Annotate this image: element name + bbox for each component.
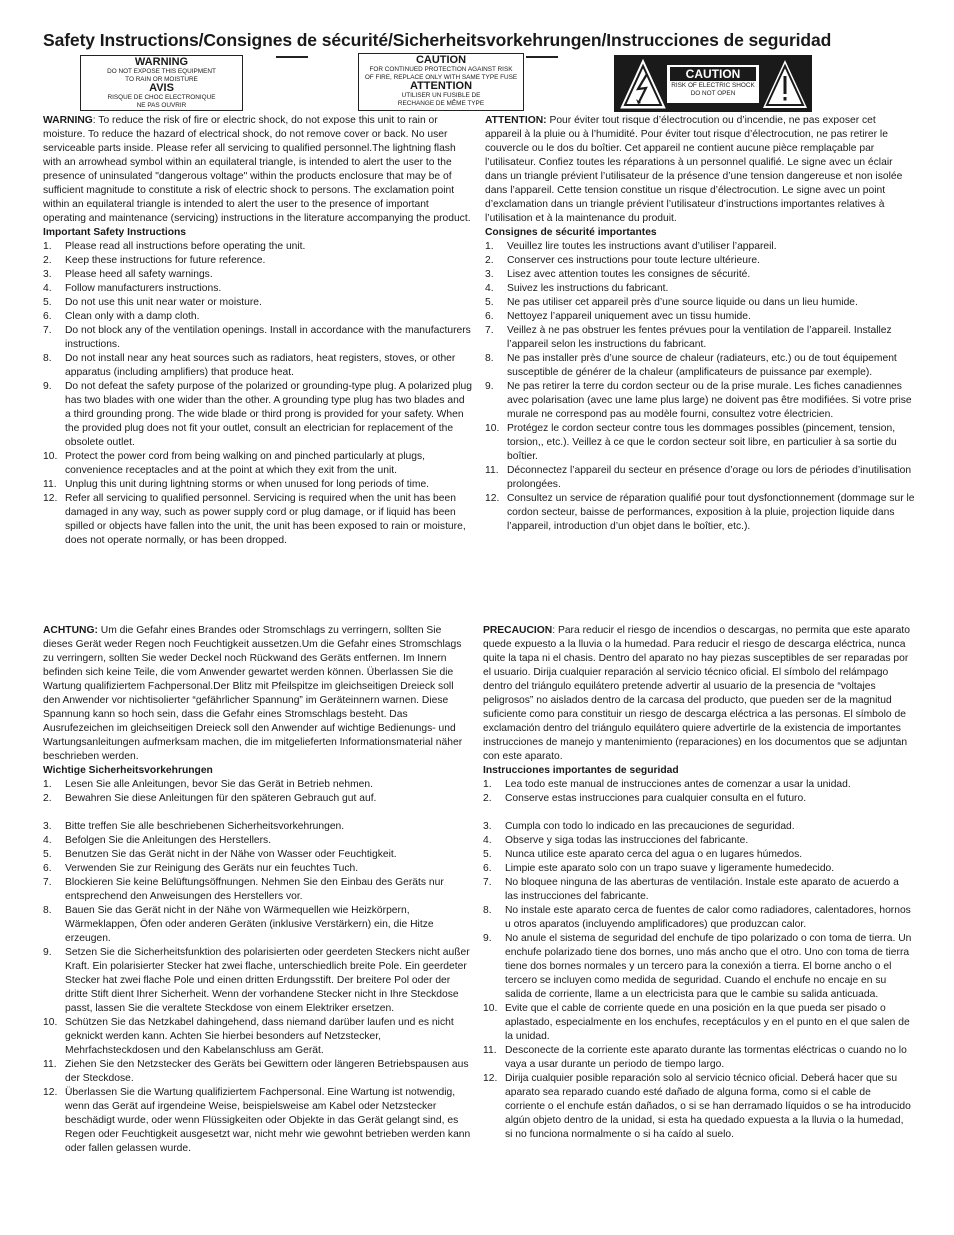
list-item: 12. Refer all servicing to qualified personnel. Servicing is required when the unit has been damaged in any way, such as power supply cord or plug damage, or if liquid has been spilled or objects have fallen into the unit, the unit has been exposed to rain or moisture, does not operate normally, or has been dropped.: [43, 493, 466, 546]
list-item: 10. Protect the power cord from being walking on and pinched particularly at plugs, convenience receptacles and at the point at which they exit from the unit.: [43, 451, 426, 476]
list-item: 5. Do not use this unit near water or moisture.: [43, 297, 262, 308]
german-heading: Wichtige Sicherheitsvorkehrungen: [43, 765, 213, 776]
list-spacer: [483, 806, 913, 820]
list-item: 8. Ne pas installer près d’une source de chaleur (radiateurs, etc.) ou de tout équipement susceptible de générer de la chaleur (amplificateurs de puissance par exemple).: [485, 353, 897, 378]
list-item: 2. Keep these instructions for future reference.: [43, 255, 266, 266]
spanish-heading: Instrucciones importantes de seguridad: [483, 765, 679, 776]
list-item: 9. Setzen Sie die Sicherheitsfunktion des polarisierten oder geerdeten Steckers nicht außer Kraft. Ein polarisierter Stecker hat zwei flache, unterschiedlich breite Pole. Ein geerdeter Stecker hat zwei flache Pole und einen dritten Erdungsstift. Der breitere Pol oder der dritte Stift dient Ihrer Sicherheit. Wenn der vorhandene Stecker nicht in Ihre Steckdose passt, lassen Sie die veraltete Steckdose von einem Elektriker ersetzen.: [43, 947, 470, 1014]
lightning-triangle-icon: [618, 57, 668, 111]
list-item: 7. Do not block any of the ventilation openings. Install in accordance with the manufacturers instructions.: [43, 325, 471, 350]
list-item: 2. Conserver ces instructions pour toute lecture ultérieure.: [485, 255, 760, 266]
shock-caution-heading: CAUTION: [670, 67, 756, 81]
shock-caution-panel: [667, 65, 759, 103]
german-section: [43, 624, 473, 1156]
list-item: 7. Veillez à ne pas obstruer les fentes prévues pour la ventilation de l’appareil. Installez l’appareil selon les instructions du fabricant.: [485, 325, 892, 350]
shock-caution-label: [614, 55, 812, 112]
list-item: 8. Bauen Sie das Gerät nicht in der Nähe von Wärmequellen wie Heizkörpern, Wärmeklappen, Öfen oder anderen Geräten (inklusive Verstärkern) ein, die Hitze erzeugen.: [43, 905, 434, 944]
spanish-intro: PRECAUCION: Para reducir el riesgo de incendios o descargas, no permita que este aparato quede expuesto a la lluvia o la humedad. Para reducir el riesgo de descarga eléctrica, nunca quite la tapa ni el chasis. Dentro del aparato no hay piezas susceptibles de ser reparadas por el usuario. Dirija cualquier reparación al servicio técnico oficial. El símbolo del relámpago dentro del triángulo equilátero pretende advertir al usuario de la presencia de “voltajes peligrosos” no aislados dentro de la carcasa del producto, que pueden ser de la magnitud suficiente como para constituir un riesgo de descarga eléctrica a las personas. El símbolo de exclamación dentro del triángulo equilátero quiere advertirle de la existencia de importantes instrucciones de manejo y mantenimiento (reparaciones) en los documentos que se adjuntan con este aparato.: [483, 625, 910, 762]
warning-label: [80, 55, 243, 111]
english-intro: WARNING: To reduce the risk of fire or electric shock, do not expose this unit to rain or moisture. To reduce the hazard of electrical shock, do not remove cover or back. No user serviceable parts inside. Please refer all servicing to qualified personnel.The lightning flash with an arrowhead symbol within an equilateral triangle, is intended to alert the user to the presence of uninsulated "dangerous voltage" within the products enclosure that may be of sufficient magnitude to constitute a risk of electric shock to persons. The exclamation point within an equilateral triangle is intended to alert the user to the presence of important operating and maintenance (servicing) instructions in the literature accompanying the product.: [43, 115, 471, 224]
page-title: Safety Instructions/Consignes de sécurité/Sicherheitsvorkehrungen/Instrucciones de seguridad: [43, 30, 832, 50]
list-item: 2. Conserve estas instrucciones para cualquier consulta en el futuro.: [483, 793, 807, 804]
french-list: [485, 240, 915, 534]
warning-label-line: NE PAS OUVRIR: [136, 101, 187, 109]
list-item: 3. Cumpla con todo lo indicado en las precauciones de seguridad.: [483, 821, 795, 832]
french-intro: ATTENTION: Pour éviter tout risque d’électrocution ou d’incendie, ne pas exposer cet appareil à la pluie ou à l’humidité. Pour éviter tout risque d’électrocution, ne pas retirer le couvercle ou le dos du boîtier. Cet appareil ne contient aucune pièce remplaçable par l’utilisateur. Confiez toutes les réparations à un personnel qualifié. Le signe avec un éclair dans un triangle prévient l’utilisateur de la présence d’une tension dangereuse et non isolée dans l’appareil. Cette tension constitue un risque d’électrocution. Le signe avec un point d’exclamation dans un triangle prévient l’utilisateur d’instructions importantes relatives à l’utilisation et à la maintenance du produit.: [485, 115, 903, 224]
title-rule-left: [276, 56, 308, 58]
list-item: 9. Ne pas retirer la terre du cordon secteur ou de la prise murale. Les fiches canadiennes avec polarisation (avec une lame plus large) ne doivent pas être modifiées. Si votre prise murale ne correspond pas au modèle fourni, consultez votre électricien.: [485, 381, 912, 420]
list-item: 7. Blockieren Sie keine Belüftungsöffnungen. Nehmen Sie den Einbau des Geräts nur entsprechend den Anweisungen des Herstellers vor.: [43, 877, 444, 902]
list-item: 5. Ne pas utiliser cet appareil près d’une source liquide ou dans un lieu humide.: [485, 297, 858, 308]
english-section: [43, 114, 473, 548]
list-item: 3. Lisez avec attention toutes les consignes de sécurité.: [485, 269, 751, 280]
list-item: 7. No bloquee ninguna de las aberturas de ventilación. Instale este aparato de acuerdo a las instrucciones del fabricante.: [483, 877, 899, 902]
list-item: 11. Unplug this unit during lightning storms or when unused for long periods of time.: [43, 479, 430, 490]
list-item: 2. Bewahren Sie diese Anleitungen für den späteren Gebrauch gut auf.: [43, 793, 377, 804]
list-item: 11. Déconnectez l’appareil du secteur en présence d’orage ou lors de périodes d’inutilisation prolongées.: [485, 465, 912, 490]
list-item: 6. Nettoyez l’appareil uniquement avec un tissu humide.: [485, 311, 751, 322]
caution-label-line: UTILISER UN FUSIBLE DE: [401, 92, 481, 100]
caution-label-line: FOR CONTINUED PROTECTION AGAINST RISK: [369, 66, 513, 73]
list-item: 10. Protégez le cordon secteur contre tous les dommages possibles (pincement, tension, torsion,, etc.). Veillez à ce que le cordon secteur soit libre, en particulier à sa sortie du boîtier.: [485, 423, 897, 462]
caution-label-line: OF FIRE, REPLACE ONLY WITH SAME TYPE FUSE: [364, 73, 518, 81]
list-item: 1. Lesen Sie alle Anleitungen, bevor Sie das Gerät in Betrieb nehmen.: [43, 779, 373, 790]
warning-label-line: DO NOT EXPOSE THIS EQUIPMENT: [107, 68, 216, 75]
list-item: 10. Evite que el cable de corriente quede en una posición en la que pueda ser pisado o aplastado, especialmente en los enchufes, receptáculos y en el punto en el que salen de la unidad.: [483, 1003, 910, 1042]
caution-fuse-label: [358, 53, 524, 111]
list-item: 4. Follow manufacturers instructions.: [43, 283, 222, 294]
shock-caution-line: RISK OF ELECTRIC SHOCK: [671, 82, 755, 89]
list-item: 11. Desconecte de la corriente este aparato durante las tormentas eléctricas o cuando no lo vaya a usar durante un periodo de tiempo largo.: [483, 1045, 907, 1070]
spanish-lead: PRECAUCION: [483, 625, 553, 636]
list-item: 1. Lea todo este manual de instrucciones antes de comenzar a usar la unidad.: [483, 779, 851, 790]
list-item: 5. Benutzen Sie das Gerät nicht in der Nähe von Wasser oder Feuchtigkeit.: [43, 849, 397, 860]
list-item: 9. No anule el sistema de seguridad del enchufe de tipo polarizado o con toma de tierra. Un enchufe polarizado tiene dos bornes, uno más ancho que el otro. Uno con toma de tierra tiene dos bornes normales y un tercero para la conexión a tierra. El borne ancho o el tercero se incluyen como medida de seguridad. Cuando el enchufe no encaje en su salida de corriente, llame a un electricista para que le cambie su salida anticuada.: [483, 933, 912, 1000]
french-section: [485, 114, 915, 534]
spanish-section: [483, 624, 913, 1142]
list-spacer: [43, 806, 473, 820]
german-lead: ACHTUNG:: [43, 625, 98, 636]
attention-label-heading: ATTENTION: [409, 80, 473, 93]
list-item: 10. Schützen Sie das Netzkabel dahingehend, dass niemand darüber laufen und es nicht geknickt werden kann. Achten Sie hierbei besonders auf Netzstecker, Mehrfachsteckdosen und den Kabelanschluss am Gerät.: [43, 1017, 454, 1056]
list-item: 3. Please heed all safety warnings.: [43, 269, 213, 280]
list-item: 11. Ziehen Sie den Netzstecker des Geräts bei Gewittern oder längeren Betriebspausen aus der Steckdose.: [43, 1059, 469, 1084]
list-item: 6. Verwenden Sie zur Reinigung des Geräts nur ein feuchtes Tuch.: [43, 863, 359, 874]
list-item: 4. Befolgen Sie die Anleitungen des Herstellers.: [43, 835, 272, 846]
warning-label-line: TO RAIN OR MOISTURE: [125, 75, 198, 83]
shock-caution-line: DO NOT OPEN: [690, 90, 736, 97]
german-intro: ACHTUNG: Um die Gefahr eines Brandes oder Stromschlags zu verringern, sollten Sie dieses Gerät weder Regen noch Feuchtigkeit aussetzen.Um die Gefahr eines Stromschlags zu verringern, sollten Sie weder Deckel noch Rückwand des Geräts entfernen. Im Innern befinden sich keine Teile, die vom Anwender gewartet werden können. Überlassen Sie die Wartung qualifiziertem Fachpersonal.Der Blitz mit Pfeilspitze im gleichseitigen Dreieck soll den Anwender vor nichtisolierter “gefährlicher Spannung” im Geräteinnern warnen. Diese Spannung kann so hoch sein, dass die Gefahr eines Stromschlags besteht. Das Ausrufezeichen im gleichseitigen Dreieck soll den Anwender auf wichtige Bedienungs- und Wartungsanleitungen aufmerksam machen, die im mitgelieferten Informationsmaterial näher beschrieben werden.: [43, 625, 463, 762]
avis-label-heading: AVIS: [149, 82, 174, 95]
list-item: 3. Bitte treffen Sie alle beschriebenen Sicherheitsvorkehrungen.: [43, 821, 345, 832]
list-item: 12. Überlassen Sie die Wartung qualifiziertem Fachpersonal. Eine Wartung ist notwendig, wenn das Gerät auf irgendeine Weise, beispielsweise am Kabel oder Netzstecker beschädigt wurde, oder wenn Flüssigkeiten oder Objekte in das Gerät gelangt sind, es Regen oder Feuchtigkeit ausgesetzt war, nicht mehr wie gewohnt betrieben werden kann oder fallen gelassen wurde.: [43, 1087, 471, 1154]
german-list: [43, 778, 473, 1156]
english-heading: Important Safety Instructions: [43, 227, 187, 238]
caution-label-heading: CAUTION: [415, 54, 467, 66]
french-lead: ATTENTION:: [485, 115, 547, 126]
list-item: 8. No instale este aparato cerca de fuentes de calor como radiadores, calentadores, hornos u otros aparatos (incluyendo amplificadores) que produzcan calor.: [483, 905, 911, 930]
list-item: 6. Limpie este aparato solo con un trapo suave y ligeramente humedecido.: [483, 863, 835, 874]
list-item: 9. Do not defeat the safety purpose of the polarized or grounding-type plug. A polarized plug has two blades with one wider than the other. A grounding type plug has two blades and a third grounding prong. The wide blade or third prong is provided for your safety. When the provided plug does not fit your outlet, consult an electrician for replacement of the obsolete outlet.: [43, 381, 473, 448]
list-item: 5. Nunca utilice este aparato cerca del agua o en lugares húmedos.: [483, 849, 803, 860]
warning-label-heading: WARNING: [134, 56, 189, 68]
caution-label-line: RECHANGE DE MÊME TYPE: [397, 99, 485, 107]
english-list: [43, 240, 473, 548]
list-item: 6. Clean only with a damp cloth.: [43, 311, 200, 322]
warning-label-line: RISQUE DE CHOC ELECTRONIQUE: [107, 94, 216, 102]
list-item: 12. Dirija cualquier posible reparación solo al servicio técnico oficial. Deberá hacer que su aparato sea reparado cuando esté dañado de alguna forma, como si el cable de corriente o el enchufe están dañados, o si se han derramado líquidos o se ha introducido algún objeto dentro de la unidad, si esta ha quedado expuesta a la lluvia o la humedad, si no funciona normalmente o si ha caído al suelo.: [483, 1073, 911, 1140]
list-item: 1. Veuillez lire toutes les instructions avant d’utiliser l’appareil.: [485, 241, 777, 252]
english-lead: WARNING: [43, 115, 93, 126]
list-item: 4. Suivez les instructions du fabricant.: [485, 283, 669, 294]
list-item: 8. Do not install near any heat sources such as radiators, heat registers, stoves, or other apparatus (including amplifiers) that produce heat.: [43, 353, 456, 378]
title-rule-right: [526, 56, 558, 58]
list-item: 1. Please read all instructions before operating the unit.: [43, 241, 306, 252]
list-item: 4. Observe y siga todas las instrucciones del fabricante.: [483, 835, 749, 846]
french-heading: Consignes de sécurité importantes: [485, 227, 657, 238]
list-item: 12. Consultez un service de réparation qualifié pour tout dysfonctionnement (dommage sur le cordon secteur, baisse de performances, exposition à la pluie, projection liquide dans l’appareil, introduction d’un objet dans le boîtier, etc.).: [485, 493, 915, 532]
spanish-list: [483, 778, 913, 1142]
exclamation-triangle-icon: [760, 57, 810, 111]
